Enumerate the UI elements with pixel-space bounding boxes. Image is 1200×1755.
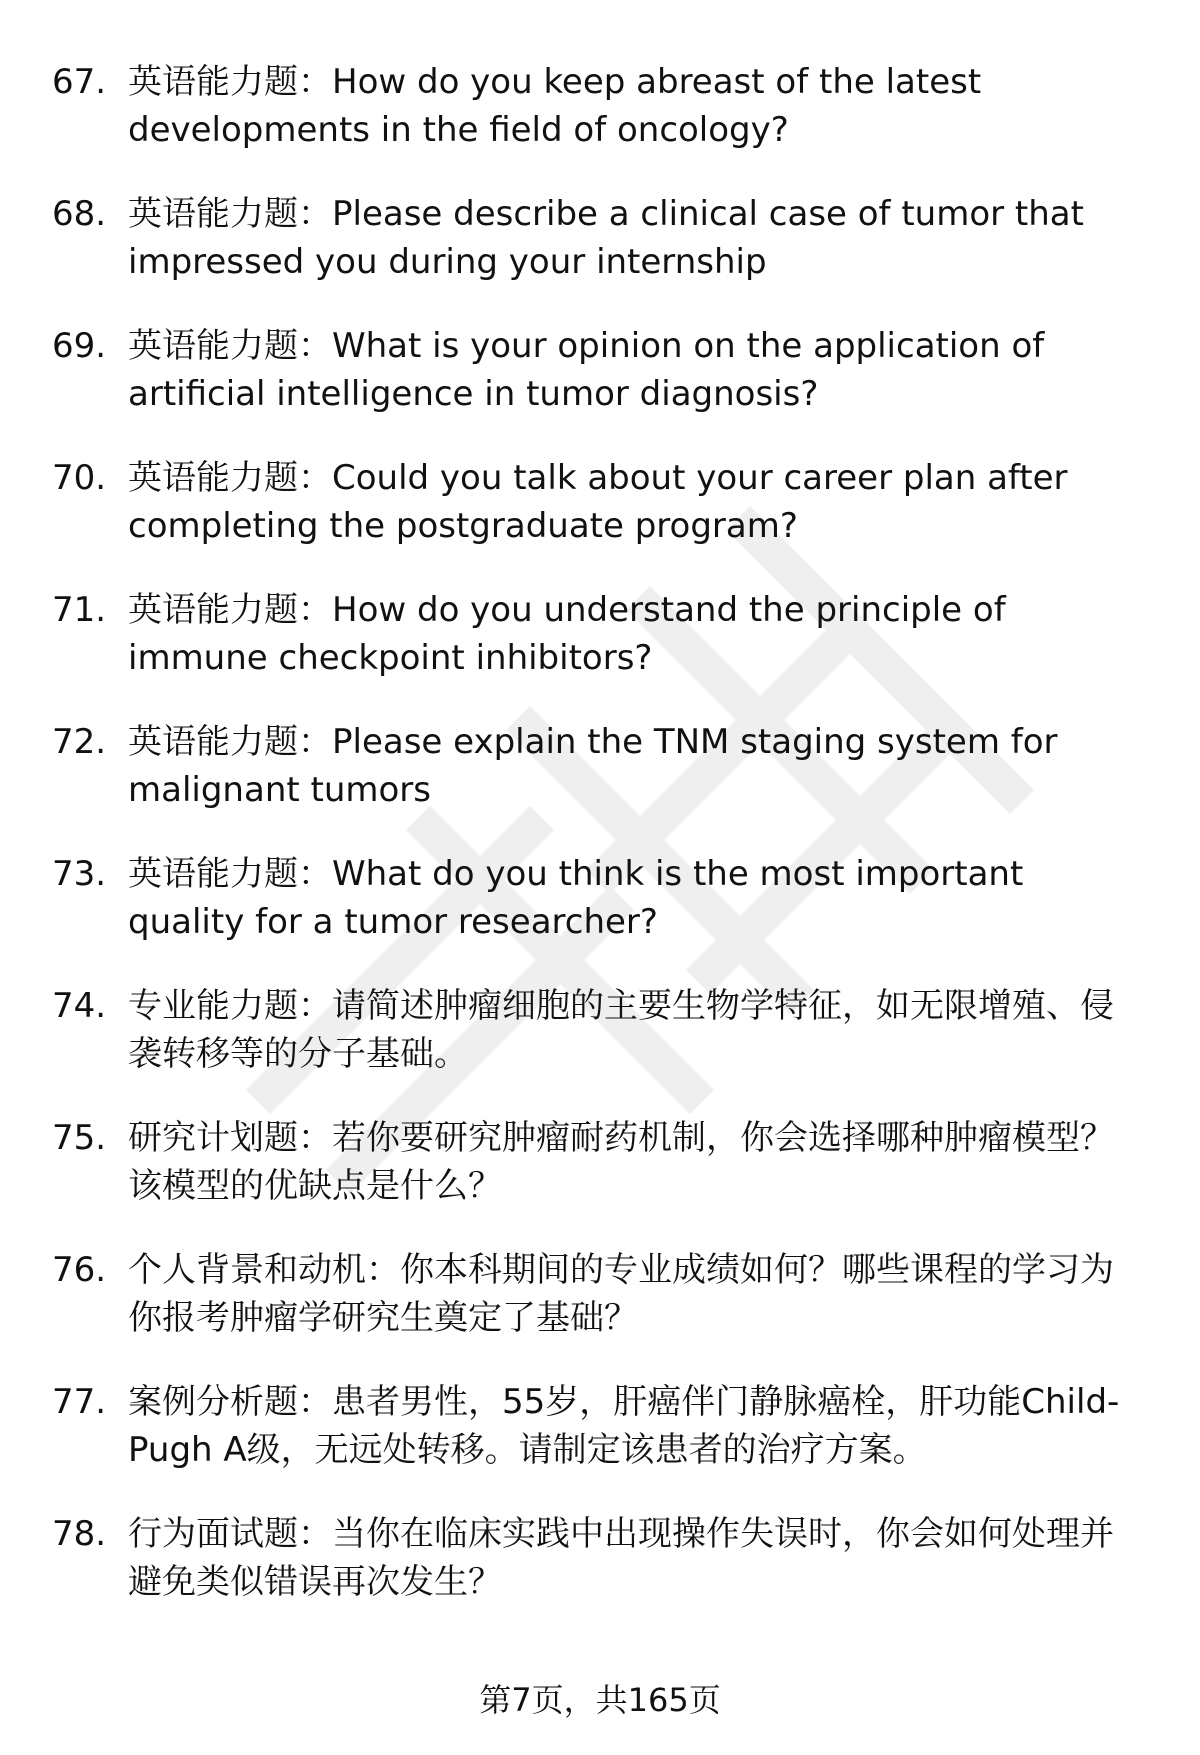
list-item (0, 322, 1200, 418)
question-text: 个人背景和动机：你本科期间的专业成绩如何？哪些课程的学习为你报考肿瘤学研究生奠定了基础？ (128, 1250, 1114, 1338)
list-item (0, 1510, 1200, 1606)
question-number: 77. (52, 1382, 107, 1422)
list-item (0, 1378, 1200, 1474)
question-number: 76. (52, 1250, 107, 1290)
question-number: 71. (52, 590, 107, 630)
question-text: 英语能力题：Could you talk about your career plan after completing the postgraduate program? (128, 458, 1068, 546)
list-item (0, 190, 1200, 286)
question-number: 78. (52, 1514, 107, 1554)
list-item (0, 850, 1200, 946)
question-text: 英语能力题：What is your opinion on the application of artificial intelligence in tumor diagnosis? (128, 326, 1045, 414)
question-text: 行为面试题：当你在临床实践中出现操作失误时，你会如何处理并避免类似错误再次发生？ (128, 1514, 1114, 1602)
question-number: 70. (52, 458, 107, 498)
list-item (0, 586, 1200, 682)
question-text: 英语能力题：Please describe a clinical case of tumor that impressed you during your internship (128, 194, 1084, 282)
question-number: 68. (52, 194, 107, 234)
question-number: 74. (52, 986, 107, 1026)
list-item (0, 982, 1200, 1078)
list-item (0, 718, 1200, 814)
list-item (0, 1246, 1200, 1342)
list-item (0, 58, 1200, 154)
page-indicator: 第7页，共165页 (479, 1681, 721, 1719)
question-text: 专业能力题：请简述肿瘤细胞的主要生物学特征，如无限增殖、侵袭转移等的分子基础。 (128, 986, 1114, 1074)
question-text: 英语能力题：What do you think is the most important quality for a tumor researcher? (128, 854, 1024, 942)
question-text: 英语能力题：Please explain the TNM staging system for malignant tumors (128, 722, 1058, 810)
question-number: 69. (52, 326, 107, 366)
list-item (0, 454, 1200, 550)
question-number: 73. (52, 854, 107, 894)
question-number: 75. (52, 1118, 107, 1158)
question-number: 72. (52, 722, 107, 762)
question-text: 英语能力题：How do you keep abreast of the latest developments in the field of oncology? (128, 62, 982, 150)
list-item (0, 1114, 1200, 1210)
question-list (0, 58, 1200, 1642)
question-text: 研究计划题：若你要研究肿瘤耐药机制，你会选择哪种肿瘤模型？该模型的优缺点是什么？ (128, 1118, 1114, 1206)
question-number: 67. (52, 62, 107, 102)
question-text: 英语能力题：How do you understand the principle of immune checkpoint inhibitors? (128, 590, 1006, 678)
question-text: 案例分析题：患者男性，55岁，肝癌伴门静脉癌栓，肝功能Child-Pugh A级，无远处转移。请制定该患者的治疗方案。 (128, 1382, 1120, 1470)
